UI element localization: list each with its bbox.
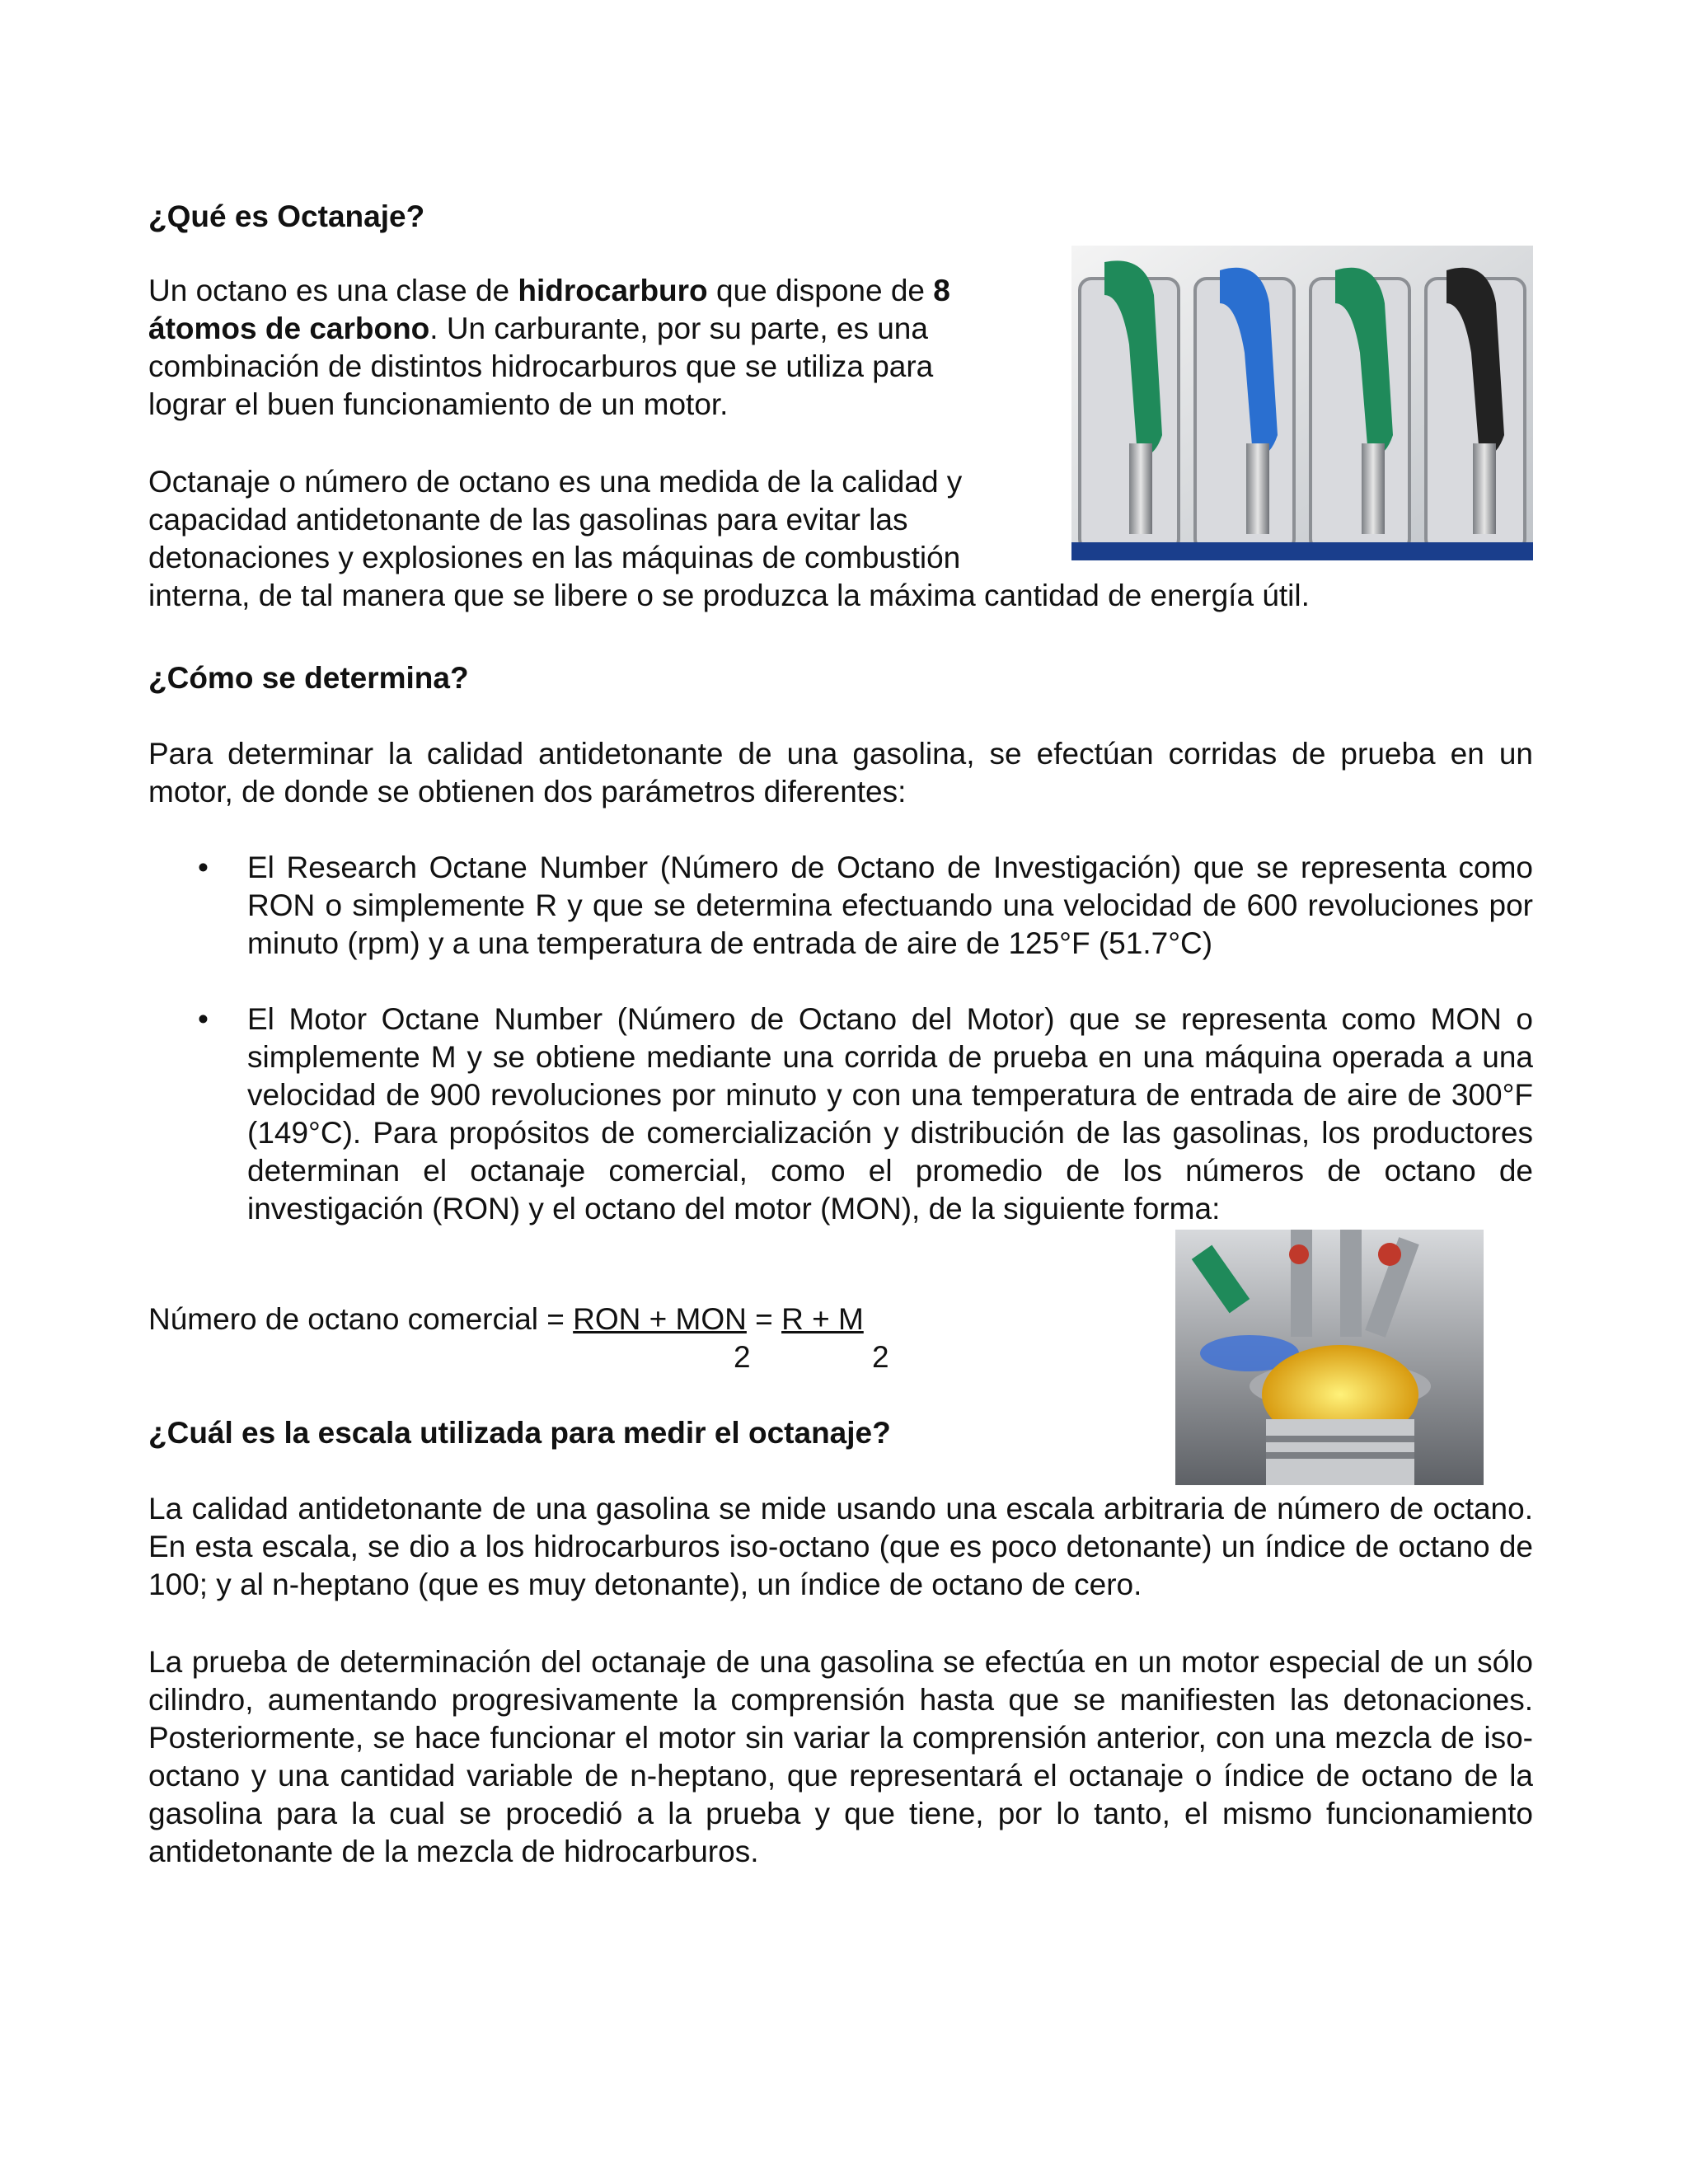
text-line [148,272,1055,310]
fuel-pump-nozzles-image [1071,246,1533,560]
list-item-text: El Motor Octane Number (Número de Octano del Motor) que se representa como MON o simplemente M y se obtiene mediante una corrida de prueba en una máquina operada a una velocidad de 900 revoluciones por minuto y con una temperatura de entrada de aire de 300°F (149°C). Para propósitos de comercialización y distribución de las gasolinas, los productores determinan el octanaje comercial, como el promedio de los números de octano de investigación (RON) y el octano del motor (MON), de la siguiente forma: [247,1002,1533,1226]
engine-piston-icon [1175,1230,1484,1485]
bold-term-hidrocarburo: hidrocarburo [518,274,708,307]
list-item-mon [148,1001,1533,1228]
heading-como-se-determina: ¿Cómo se determina? [148,661,469,695]
text-span: Un octano es una clase de [148,274,518,307]
text-line: interna, de tal manera que se libere o se produzca la máxima cantidad de energía útil. [148,579,1310,612]
list-item-ron [148,849,1533,963]
formula-numerator-r-m: R + M [781,1302,864,1336]
fuel-pump-icon [1071,246,1533,560]
bold-term-atomos: átomos de carbono [148,312,430,345]
heading-que-es-octanaje: ¿Qué es Octanaje? [148,199,425,233]
formula-commercial-octane [148,1301,1055,1338]
list-item-text: El Research Octane Number (Número de Octano de Investigación) que se representa como RON o simplemente R y que se determina efectuando una velocidad de 600 revoluciones por minuto (rpm) y a una temperatura de entrada de aire de 125°F (51.7°C) [247,851,1533,960]
text-line: combinación de distintos hidrocarburos que se utiliza para [148,349,934,383]
formula-equals: = [746,1302,782,1336]
text-span: que dispone de [707,274,934,307]
paragraph-octano-definition [148,272,1055,424]
text-span: . Un carburante, por su parte, es una [429,312,928,345]
text-line: capacidad antidetonante de las gasolinas para evitar las [148,503,908,537]
formula-denominator-2: 2 [872,1340,889,1374]
text-line: lograr el buen funcionamiento de un motor. [148,387,729,421]
paragraph-prueba-description: La prueba de determinación del octanaje de una gasolina se efectúa en un motor especial de un sólo cilindro, aumentando progresivamente la comprensión hasta que se manifiesten las detonaciones. Posteriormente, se hace funcionar el motor sin variar la comprensión anterior, con una mezcla de iso-octano y una cantidad variable de n-heptano, que representará el octanaje o índice de octano de la gasolina para la cual se procedió a la prueba y que tiene, por lo tanto, el mismo funcionamiento antidetonante de la mezcla de hidrocarburos. [148,1645,1533,1868]
heading-escala-octanaje: ¿Cuál es la escala utilizada para medir el octanaje? [148,1416,891,1450]
text-line [148,310,1055,348]
formula-denominator-1: 2 [734,1340,751,1374]
engine-cylinder-image [1175,1230,1484,1485]
paragraph-determinar-intro: Para determinar la calidad antidetonante de una gasolina, se efectúan corridas de prueba en un motor, de donde se obtienen dos parámetros diferentes: [148,737,1533,808]
bullet-dot-icon: • [198,851,209,884]
formula-numerator-ron-mon: RON + MON [573,1302,747,1336]
text-line: Octanaje o número de octano es una medida de la calidad y [148,465,963,499]
bullet-list-parameters [148,849,1533,1228]
formula-label: Número de octano comercial = [148,1302,574,1336]
text-line: detonaciones y explosiones en las máquinas de combustión [148,541,961,574]
bold-term-8: 8 [933,274,950,307]
bullet-dot-icon: • [198,1002,209,1036]
paragraph-escala-description: La calidad antidetonante de una gasolina se mide usando una escala arbitraria de número de octano. En esta escala, se dio a los hidrocarburos iso-octano (que es poco detonante) un índice de octano de 100; y al n-heptano (que es muy detonante), un índice de octano de cero. [148,1492,1533,1601]
